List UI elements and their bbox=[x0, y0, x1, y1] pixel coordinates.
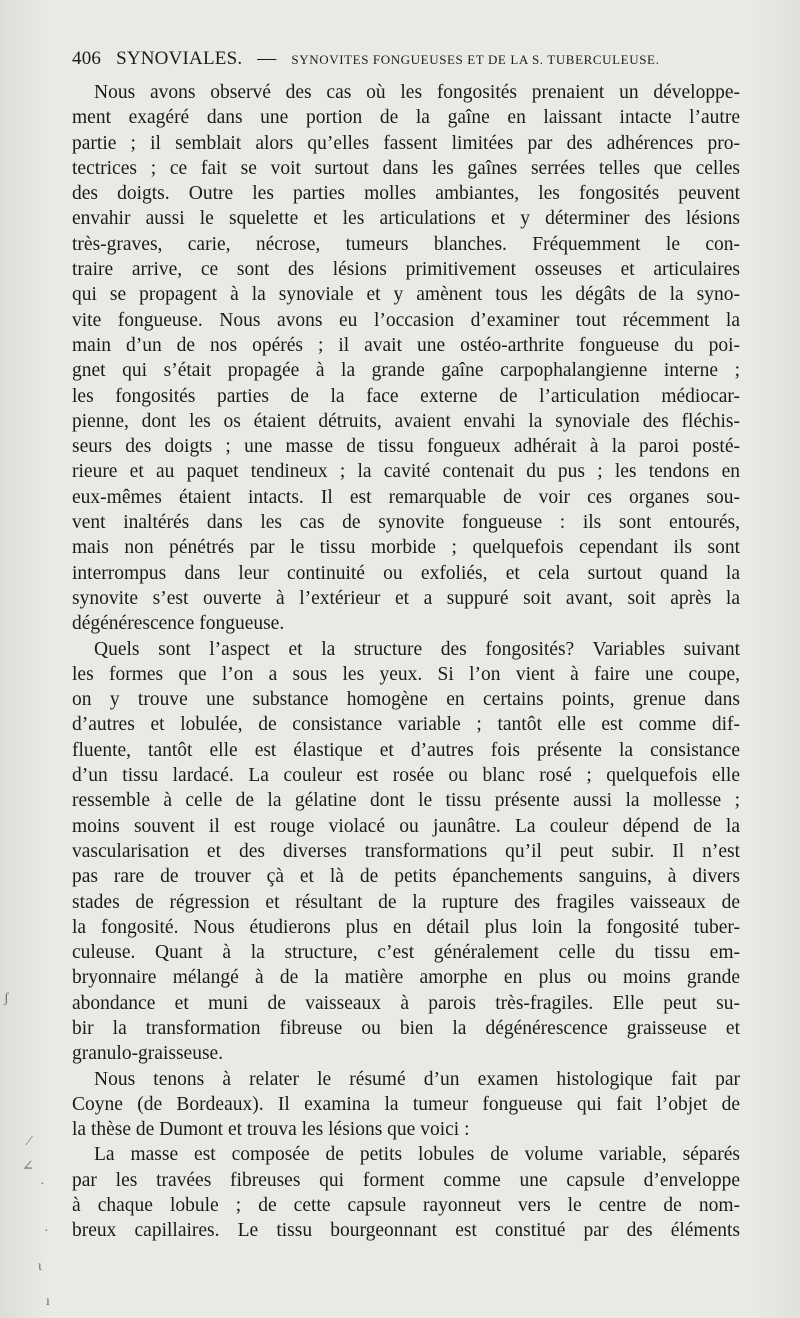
text-line: seurs des doigts ; une masse de tissu fongueux adhérait à la paroi posté- bbox=[72, 436, 740, 458]
text-line: à chaque lobule ; de cette capsule rayonneut vers le centre de nom- bbox=[72, 1195, 740, 1217]
body-text bbox=[72, 80, 740, 1244]
text-line: qui se propagent à la synoviale et y amènent tous les dégâts de la syno- bbox=[72, 284, 740, 306]
text-line: partie ; il semblait alors qu’elles fassent limitées par des adhérences pro- bbox=[72, 132, 740, 154]
header-dash: — bbox=[257, 48, 277, 69]
text-line: main d’un de nos opérés ; il avait une ostéo-arthrite fongueuse du poi- bbox=[72, 334, 740, 356]
text-line: rieure et au paquet tendineux ; la cavité contenait du pus ; les tendons en bbox=[72, 461, 740, 483]
text-line: Nous avons observé des cas où les fongosités prenaient un développe- bbox=[94, 82, 740, 103]
text-line: culeuse. Quant à la structure, c’est généralement celle du tissu em- bbox=[72, 942, 740, 964]
text-line: interrompus dans leur continuité ou exfoliés, et cela surtout quand la bbox=[72, 562, 740, 584]
running-header bbox=[72, 48, 740, 74]
text-line: pas rare de trouver çà et là de petits épanchements sanguins, à divers bbox=[72, 866, 740, 888]
margin-mark: ⁄ bbox=[28, 1134, 31, 1149]
text-line: la fongosité. Nous étudierons plus en détail plus loin la fongosité tuber- bbox=[72, 916, 740, 938]
margin-mark: · bbox=[40, 1177, 45, 1192]
margin-mark: ʃ bbox=[4, 991, 9, 1006]
text-line: abondance et muni de vaisseaux à parois très-fragiles. Elle peut su- bbox=[72, 992, 740, 1014]
text-line: d’un tissu lardacé. La couleur est rosée ou blanc rosé ; quelquefois elle bbox=[72, 765, 740, 787]
text-line: dégénérescence fongueuse. bbox=[72, 613, 285, 635]
text-line: envahir aussi le squelette et les articulations et y déterminer des lésions bbox=[72, 208, 740, 230]
margin-mark: ɩ bbox=[38, 1259, 42, 1274]
text-line: synovite s’est ouverte à l’extérieur et a suppuré soit avant, soit après la bbox=[72, 587, 740, 609]
text-line: la thèse de Dumont et trouva les lésions que voici : bbox=[72, 1119, 470, 1141]
text-line: stades de régression et résultant de la rupture des fragiles vaisseaux de bbox=[72, 891, 740, 913]
section-title: SYNOVIALES. bbox=[116, 48, 243, 69]
text-line: ressemble à celle de la gélatine dont le tissu présente aussi la mollesse ; bbox=[72, 790, 740, 812]
text-line: par les travées fibreuses qui forment comme une capsule d’enveloppe bbox=[72, 1169, 740, 1191]
text-line: vite fongueuse. Nous avons eu l’occasion d’examiner tout récemment la bbox=[72, 309, 740, 331]
text-line: moins souvent il est rouge violacé ou jaunâtre. La couleur dépend de la bbox=[72, 815, 740, 837]
text-line: La masse est composée de petits lobules de volume variable, séparés bbox=[94, 1144, 740, 1166]
page-number: 406 bbox=[72, 48, 102, 69]
text-line: pienne, dont les os étaient détruits, avaient envahi la synoviale des fléchis- bbox=[72, 410, 740, 432]
text-line: granulo-graisseuse. bbox=[72, 1043, 224, 1065]
text-line: les fongosités parties de la face externe de l’articulation médiocar- bbox=[72, 385, 740, 407]
text-line: les formes que l’on a sous les yeux. Si l’on vient à faire une coupe, bbox=[72, 663, 740, 685]
text-line: gnet qui s’était propagée à la grande gaîne carpophalangienne interne ; bbox=[72, 360, 740, 382]
text-line: breux capillaires. Le tissu bourgeonnant est constitué par des éléments bbox=[72, 1220, 740, 1242]
text-line: tectrices ; ce fait se voit surtout dans les gaînes serrées telles que celles bbox=[72, 157, 740, 179]
text-line: bryonnaire mélangé à de la matière amorphe en plus ou moins grande bbox=[72, 967, 740, 989]
text-line: vent inaltérés dans les cas de synovite fongueuse : ils sont entourés, bbox=[72, 512, 740, 534]
text-line: d’autres et lobulée, de consistance variable ; tantôt elle est comme dif- bbox=[72, 714, 740, 736]
text-line: on y trouve une substance homogène en certains points, grenue dans bbox=[72, 689, 740, 711]
text-line: Coyne (de Bordeaux). Il examina la tumeur fongueuse qui fait l’objet de bbox=[72, 1093, 740, 1115]
text-line: des doigts. Outre les parties molles ambiantes, les fongosités peuvent bbox=[72, 183, 740, 205]
text-line: eux-mêmes étaient intacts. Il est remarquable de voir ces organes sou- bbox=[72, 486, 740, 508]
text-line: très-graves, carie, nécrose, tumeurs blanches. Fréquemment le con- bbox=[72, 233, 740, 255]
margin-mark: · bbox=[44, 1224, 49, 1239]
text-line: vascularisation et des diverses transformations qu’il peut subir. Il n’est bbox=[72, 840, 740, 862]
text-line: mais non pénétrés par le tissu morbide ; quelquefois cependant ils sont bbox=[72, 537, 740, 559]
text-line: ment exagéré dans une portion de la gaîne en laissant intacte l’autre bbox=[72, 107, 740, 129]
text-line: fluente, tantôt elle est élastique et d’autres fois présente la consistance bbox=[72, 739, 740, 761]
text-line: Nous tenons à relater le résumé d’un examen histologique fait par bbox=[94, 1068, 740, 1090]
running-title: SYNOVITES FONGUEUSES ET DE LA S. TUBERCULEUSE. bbox=[291, 52, 660, 67]
text-line: traire arrive, ce sont des lésions primitivement osseuses et articulaires bbox=[72, 259, 740, 281]
text-line: bir la transformation fibreuse ou bien la dégénérescence graisseuse et bbox=[72, 1017, 740, 1039]
margin-mark: ı bbox=[46, 1294, 50, 1309]
margin-mark: ∠ bbox=[22, 1159, 34, 1174]
text-line: Quels sont l’aspect et la structure des fongosités? Variables suivant bbox=[94, 638, 740, 660]
